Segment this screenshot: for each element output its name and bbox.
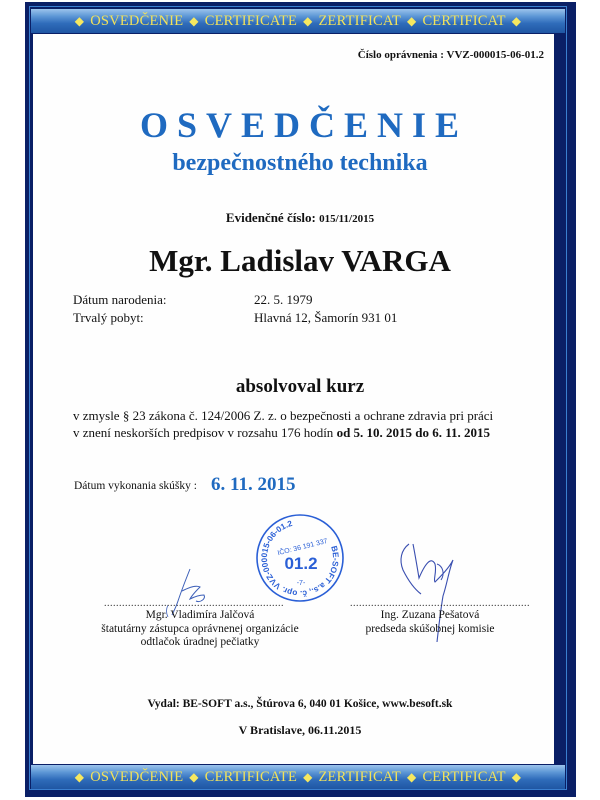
exam-date-label: Dátum vykonania skúšky : — [74, 480, 197, 492]
bottom-border-band — [31, 765, 565, 789]
birth-date-label: Dátum narodenia: — [73, 292, 167, 307]
diamond-icon: ◆ — [189, 13, 199, 28]
permit-value: VVZ-000015-06-01.2 — [446, 49, 544, 61]
band-item: ZERTIFICAT — [318, 768, 401, 785]
course-description-line2 — [73, 425, 490, 441]
issuer-line: Vydal: BE-SOFT a.s., Štúrova 6, 040 01 Košice, www.besoft.sk — [147, 698, 453, 710]
official-stamp — [255, 513, 345, 603]
top-border-band — [31, 9, 565, 33]
band-item: CERTIFICAT — [422, 768, 506, 785]
signature-line-left: ............................................................ — [104, 598, 284, 609]
diamond-icon: ◆ — [189, 769, 199, 784]
signatory-left-role: štatutárny zástupca oprávnenej organizácie — [101, 622, 299, 635]
course-description-line1: v zmysle § 23 zákona č. 124/2006 Z. z. o bezpečnosti a ochrane zdravia pri práci — [73, 408, 494, 423]
evidence-number — [0, 210, 600, 226]
diamond-icon: ◆ — [74, 769, 85, 784]
signature-line-right: ............................................................ — [350, 598, 530, 609]
residence-label: Trvalý pobyt: — [73, 310, 144, 325]
diamond-icon: ◆ — [407, 13, 417, 28]
stamp-center-number: 01.2 — [284, 554, 318, 573]
course-dates: od 5. 10. 2015 do 6. 11. 2015 — [336, 425, 491, 440]
band-item: CERTIFICAT — [422, 12, 506, 29]
birth-date-value: 22. 5. 1979 — [254, 292, 313, 307]
band-item: OSVEDČENIE — [90, 768, 184, 785]
evidence-value: 015/11/2015 — [319, 213, 375, 225]
signatory-left — [80, 609, 320, 650]
certificate-title: OSVEDČENIE — [139, 105, 469, 145]
certificate-subtitle: bezpečnostného technika — [172, 150, 428, 176]
signatory-right — [340, 609, 520, 636]
signatory-right-role: predseda skúšobnej komisie — [365, 622, 495, 635]
permit-label: Číslo oprávnenia : — [357, 49, 444, 61]
diamond-icon: ◆ — [303, 769, 313, 784]
diamond-icon: ◆ — [511, 13, 522, 28]
band-text — [69, 13, 527, 30]
signatory-left-name: Mgr. Vladimíra Jalčová — [145, 609, 255, 621]
course-heading: absolvoval kurz — [235, 376, 365, 397]
stamp-bottom-mark: -7- — [296, 580, 306, 587]
diamond-icon: ◆ — [511, 769, 522, 784]
exam-date-value: 6. 11. 2015 — [211, 474, 296, 495]
signatory-left-note: odtlačok úradnej pečiatky — [140, 636, 260, 648]
stamp-ring-text: BE-SOFT a.s., č. opr. VVZ-000015-06-01.2 — [259, 518, 341, 599]
diamond-icon: ◆ — [407, 769, 417, 784]
signatory-right-name: Ing. Zuzana Pešatová — [380, 609, 480, 621]
band-text — [69, 769, 527, 786]
evidence-label: Evidenčné číslo: — [225, 210, 316, 225]
place-date: V Bratislave, 06.11.2015 — [238, 723, 362, 737]
diamond-icon: ◆ — [303, 13, 313, 28]
stamp-ico: IČO: 36 191 337 — [276, 537, 329, 558]
course-hours: v znení neskorších predpisov v rozsahu 176 hodín — [73, 425, 337, 440]
residence-value: Hlavná 12, Šamorín 931 01 — [254, 310, 398, 325]
band-item: CERTIFICATE — [204, 768, 298, 785]
band-item: ZERTIFICAT — [318, 12, 401, 29]
holder-name: Mgr. Ladislav VARGA — [149, 243, 451, 278]
band-item: CERTIFICATE — [204, 12, 298, 29]
diamond-icon: ◆ — [74, 13, 85, 28]
band-item: OSVEDČENIE — [90, 12, 184, 29]
permit-number — [358, 49, 544, 61]
